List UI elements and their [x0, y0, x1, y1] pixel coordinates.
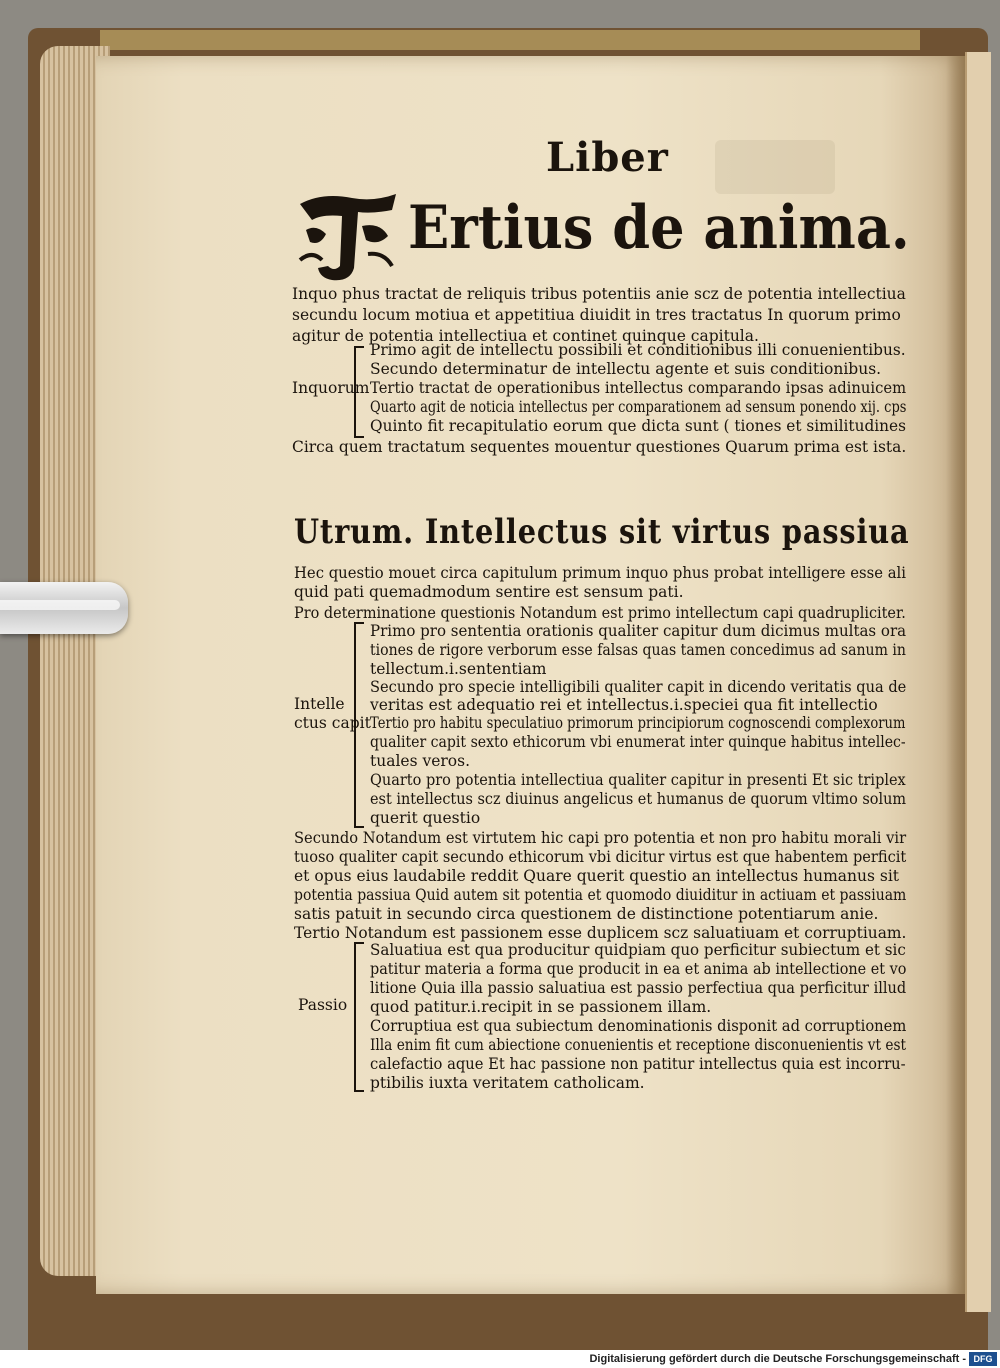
decorated-initial-icon — [292, 190, 404, 286]
q-intro-line-2: quid pati quemadmodum sentire est sensum pati. — [294, 583, 684, 601]
capitur-line-1: Primo pro sententia orationis qualiter capitur dum dicimus multas ora — [370, 622, 907, 640]
passio-line-5: Corruptiua est qua subiectum denominationis disponit ad corruptionem — [370, 1017, 907, 1035]
cover-band — [100, 30, 920, 50]
secundo-line-1: Secundo Notandum est virtutem hic capi pro potentia et non pro habitu morali vir — [294, 829, 907, 847]
capitur-line-8: tuales veros. — [370, 752, 471, 770]
q-intro-line-3: Pro determinatione questionis Notandum est primo intellectum capi quadrupliciter. — [294, 604, 906, 622]
footer-credit: Digitalisierung gefördert durch die Deutsche Forschungsgemeinschaft - — [589, 1353, 966, 1365]
secundo-line-3: et opus eius laudabile reddit Quare querit questio an intellectus humanus sit — [294, 867, 900, 885]
contents-line-1: Primo agit de intellectu possibili et conditionibus illi conuenientibus. — [370, 341, 906, 359]
contents-line-4: Quarto agit de noticia intellectus per comparationem ad sensum ponendo xij. cps — [370, 398, 907, 416]
passio-line-1: Saluatiua est qua producitur quidpiam quo perficitur subiectum et sic — [370, 941, 906, 959]
q-intro-line-1: Hec questio mouet circa capitulum primum inquo phus probat intelligere esse ali — [294, 564, 907, 582]
secundo-line-4: potentia passiua Quid autem sit potentia et quomodo diuiditur in actiuam et passiuam — [294, 886, 907, 904]
question-title: Utrum. Intellectus sit virtus passiua — [294, 512, 910, 552]
capitur-label-2: ctus capit — [294, 714, 371, 732]
bleed-through-text — [715, 140, 835, 194]
capitur-line-5: veritas est adequatio rei et intellectus.i.speciei qua fit intellectio — [370, 696, 878, 714]
passio-line-3: litione Quia illa passio saluatiua est passio perfectiua qua perficitur illud — [370, 979, 907, 997]
capitur-line-4: Secundo pro specie intelligibili qualiter capit in dicendo veritatis qua de — [370, 678, 907, 696]
capitur-label-1: Intelle — [294, 695, 345, 713]
secundo-line-6: Tertio Notandum est passionem esse duplicem scz saluatiuam et corruptiuam. — [294, 924, 907, 942]
dfg-logo-icon: DFG — [969, 1352, 997, 1366]
contents-line-3: Tertio tractat de operationibus intellectus comparando ipsas adinuicem — [370, 379, 907, 397]
passio-line-4: quod patitur.i.recipit in se passionem illam. — [370, 998, 712, 1016]
capitur-line-9: Quarto pro potentia intellectiua qualiter capitur in presenti Et sic triplex — [370, 771, 906, 789]
passio-line-2: patitur materia a forma que producit in ea et anima ab intellectione et vo — [370, 960, 907, 978]
contents-line-5: Quinto fit recapitulatio eorum que dicta sunt ( tiones et similitudines — [370, 417, 906, 435]
secundo-line-2: tuoso qualiter capit secundo ethicorum vbi dicitur virtus est que habentem perficit — [294, 848, 907, 866]
passio-line-8: ptibilis iuxta veritatem catholicam. — [370, 1074, 645, 1092]
heading-tertius: Ertius de anima. — [408, 193, 910, 263]
capitur-line-7: qualiter capit sexto ethicorum vbi enumerat inter quinque habitus intellec- — [370, 733, 906, 751]
right-page-edges — [965, 52, 991, 1312]
intro-line-2: secundu locum motiua et appetitiua diuidit in tres tractatus In quorum primo — [292, 306, 901, 324]
passio-line-6: Illa enim fit cum abiectione conuenientis et receptione disconuenientis vt est — [370, 1036, 906, 1054]
page-clip-highlight — [0, 600, 120, 610]
capitur-line-11: querit questio — [370, 809, 481, 827]
capitur-line-3: tellectum.i.sententiam — [370, 660, 547, 678]
secundo-line-5: satis patuit in secundo circa questionem de distinctione potentiarum anie. — [294, 905, 879, 923]
heading-liber: Liber — [546, 134, 669, 181]
contents-label: Inquorum — [292, 379, 370, 397]
capitur-line-6: Tertio pro habitu speculatiuo primorum principiorum cognoscendi complexorum — [370, 714, 906, 732]
intro-line-1: Inquo phus tractat de reliquis tribus potentiis anie scz de potentia intellectiua — [292, 285, 906, 303]
passio-label: Passio — [298, 996, 348, 1014]
contents-line-2: Secundo determinatur de intellectu agente et suis conditionibus. — [370, 360, 882, 378]
capitur-line-10: est intellectus scz diuinus angelicus et humanus de quorum vltimo solum — [370, 790, 907, 808]
circa-line: Circa quem tractatum sequentes mouentur questiones Quarum prima est ista. — [292, 438, 907, 456]
intro-line-3: agitur de potentia intellectiua et continet quinque capitula. — [292, 327, 759, 345]
capitur-line-2: tiones de rigore verborum esse falsas quas tamen concedimus ad sanum in — [370, 641, 906, 659]
passio-brace — [354, 942, 364, 1092]
passio-line-7: calefactio aque Et hac passione non patitur intellectus quia est incorru- — [370, 1055, 906, 1073]
